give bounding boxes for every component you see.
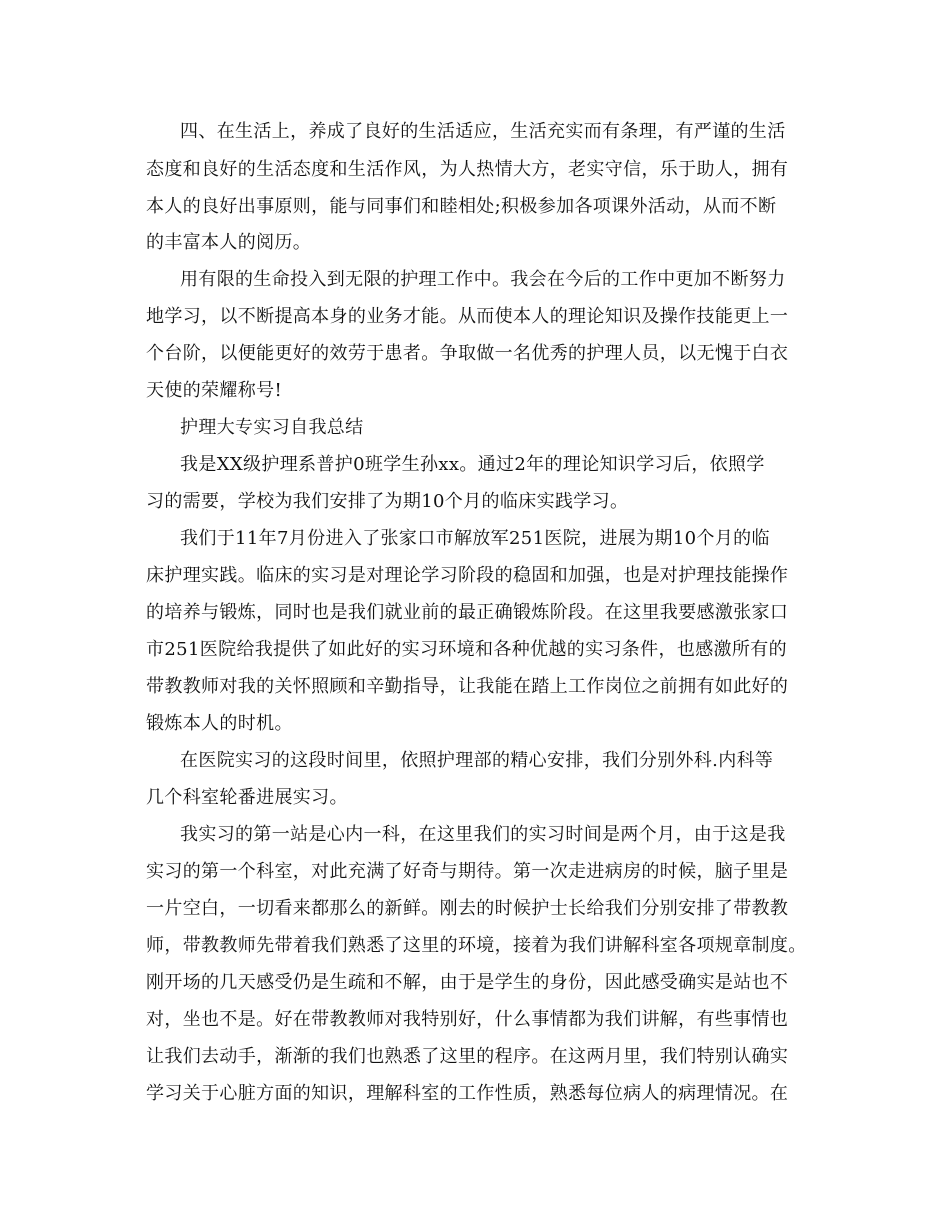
text-line: 带教教师对我的关怀照顾和辛勤指导，让我能在踏上工作岗位之前拥有如此好的 <box>146 676 789 697</box>
text-line: 态度和良好的生活态度和生活作风，为人热情大方，老实守信，乐于助人，拥有 <box>146 159 789 180</box>
text-line: 地学习，以不断提高本身的业务才能。从而使本人的理论知识及操作技能更上一 <box>146 306 789 327</box>
text-line: 我实习的第一站是心内一科，在这里我们的实习时间是两个月，由于这是我 <box>180 824 786 845</box>
text-line: 在医院实习的这段时间里，依照护理部的精心安排，我们分别外科.内科等 <box>180 750 774 771</box>
text-line: 用有限的生命投入到无限的护理工作中。我会在今后的工作中更加不断努力 <box>180 269 786 290</box>
text-line: 四、在生活上，养成了良好的生活适应，生活充实而有条理，有严谨的生活 <box>180 121 786 142</box>
text-line: 习的需要，学校为我们安排了为期10个月的临床实践学习。 <box>146 491 629 512</box>
text-line: 对，坐也不是。好在带教教师对我特别好，什么事情都为我们讲解，有些事情也 <box>146 1009 789 1030</box>
section-heading: 护理大专实习自我总结 <box>180 417 364 438</box>
text-line: 学习关于心脏方面的知识，理解科室的工作性质，熟悉每位病人的病理情况。在 <box>146 1083 789 1104</box>
text-line: 几个科室轮番进展实习。 <box>146 787 348 808</box>
text-line: 床护理实践。临床的实习是对理论学习阶段的稳固和加强，也是对护理技能操作 <box>146 565 789 586</box>
text-line: 锻炼本人的时机。 <box>146 713 293 734</box>
text-line: 实习的第一个科室，对此充满了好奇与期待。第一次走进病房的时候，脑子里是 <box>146 861 789 882</box>
text-line: 天使的荣耀称号! <box>146 380 283 401</box>
text-line: 师，带教教师先带着我们熟悉了这里的环境，接着为我们讲解科室各项规章制度。 <box>146 935 807 956</box>
text-line: 的培养与锻炼，同时也是我们就业前的最正确锻炼阶段。在这里我要感激张家口 <box>146 602 789 623</box>
text-line: 的丰富本人的阅历。 <box>146 232 312 253</box>
text-line: 个台阶，以便能更好的效劳于患者。争取做一名优秀的护理人员，以无愧于白衣 <box>146 343 789 364</box>
text-line: 本人的良好出事原则，能与同事们和睦相处;积极参加各项课外活动，从而不断 <box>146 196 777 217</box>
text-line: 市251医院给我提供了如此好的实习环境和各种优越的实习条件，也感激所有的 <box>146 639 787 660</box>
text-line: 我是XX级护理系普护0班学生孙xx。通过2年的理论知识学习后，依照学 <box>180 454 765 475</box>
text-line: 让我们去动手，渐渐的我们也熟悉了这里的程序。在这两月里，我们特别认确实 <box>146 1046 789 1067</box>
text-line: 一片空白，一切看来都那么的新鲜。刚去的时候护士长给我们分别安排了带教教 <box>146 898 789 919</box>
text-line: 刚开场的几天感受仍是生疏和不解，由于是学生的身份，因此感受确实是站也不 <box>146 972 789 993</box>
text-line: 我们于11年7月份进入了张家口市解放军251医院，进展为期10个月的临 <box>180 528 770 549</box>
